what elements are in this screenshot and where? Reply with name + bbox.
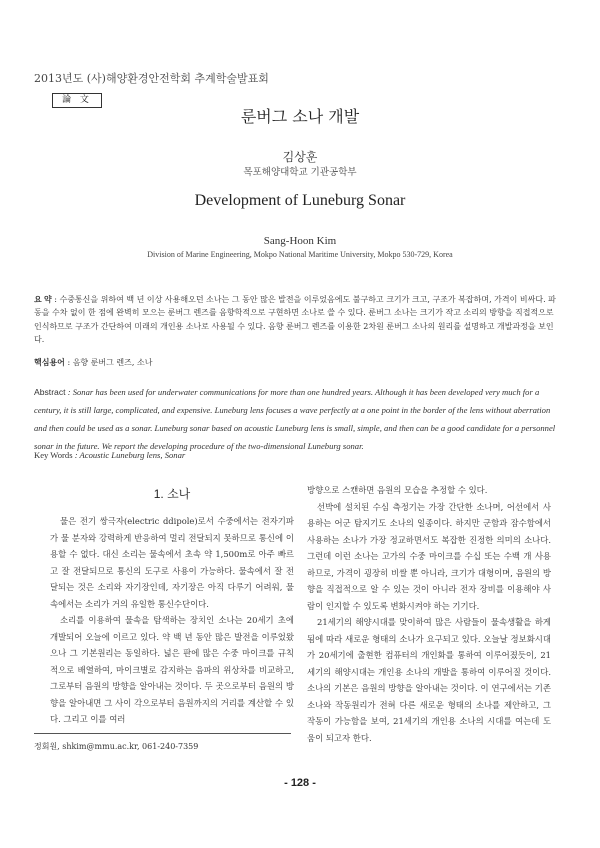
- section-title: 1. 소나: [153, 487, 191, 501]
- footnote: 정회원, shkim@mmu.ac.kr, 061-240-7359: [34, 742, 199, 751]
- body-paragraph: 21세기의 해양시대를 맞이하여 많은 사람들이 물속생활을 하게 됨에 따라 새로운 형태의 소나가 요구되고 있다. 오늘날 정보화시대가 20세기에 출현한 컴퓨터의 개인화를 통하여 이루어졌듯이, 21세기의 해양시대는 개인용 소나의 개발을 통하여 이루어질 것이다. 소나의 기본은 음원의 방향을 알아내는 것이다. 이 연구에서는 기존 소나와 작동원리가 전혀 다른 새로운 형태의 소나를 제안하고, 그 작동이 가능함을 보여, 21세기의 개인용 소나의 시대를 여는데 도움이 되고자 한다.: [307, 617, 551, 743]
- body-paragraph: 물은 전기 쌍극자(electric ddipole)로서 수중에서는 전자기파가 물 분자와 강력하게 반응하여 멀리 전달되지 못하므로 통신에 이용할 수 없다. 대신 소리는 물속에서 초속 약 1,500m로 아주 빠르고 잘 전달되므로 통신의 도구로 사용이 가능하다. 물속에서 잘 전달되는 것은 소리와 자기장인데, 자기장은 아직 다루기 어려워, 물속에서는 소리가 거의 유일한 통신수단이다.: [50, 516, 294, 609]
- abstract-english-text: : Sonar has been used for underwater communications for more than one hundred years. Although it has been developed very much for a century, it is still large, complicated, and expensive. Luneburg lens focuses a wave perfectly at a one point in the border of the lens without aberration and then could be used as a sonar. Luneburg sonar based on acoustic Luneburg lens is small, simple, and then can be a good candidate for a personnel sonar in the future. We report the developing procedure of the two-dimensional Luneburg sonar.: [34, 387, 556, 451]
- abstract-korean-text: : 수중통신을 위하여 백 년 이상 사용해오던 소나는 그 동안 많은 발전을 이루었음에도 불구하고 크기가 크고, 구조가 복잡하며, 가격이 비싸다. 파동을 수차 없이 한 점에 완벽히 모으는 룬버그 렌즈를 음향학적으로 구현하면 소나로 쓸 수 있다. 룬버그 소나는 크기가 작고 소리의 방향을 직접적으로 인식하므로 구조가 간단하여 미래의 개인용 소나로 사용될 수 있다. 음향 룬버그 렌즈를 이용한 2차원 룬버그 소나의 원리를 설명하고 개발과정을 보인다.: [34, 295, 556, 344]
- title-korean: 룬버그 소나 개발: [240, 107, 360, 126]
- author-english: Sang-Hoon Kim: [263, 235, 337, 247]
- footnote-divider: [34, 733, 291, 734]
- paper-type-badge: 論 文: [52, 93, 102, 108]
- page-number: - 128 -: [284, 777, 316, 789]
- affiliation-korean: 목포해양대학교 기관공학부: [243, 167, 357, 178]
- author-korean: 김상훈: [282, 150, 318, 164]
- abstract-korean: [34, 293, 561, 346]
- title-english: Development of Luneburg Sonar: [194, 192, 406, 209]
- body-paragraph: 소리를 이용하여 물속을 탐색하는 장치인 소나는 20세기 초에 개발되어 오늘에 이르고 있다. 약 백 년 동안 많은 발전을 이루었왔으나 그 기본원리는 동일하다. 넓은 판에 많은 수중 마이크를 규칙적으로 배열하여, 마이크별로 감지하는 음파의 위상차를 비교하고, 그로부터 음원의 방향을 알아내는 것이다. 두 곳으로부터 음원의 방향을 알아내면 그 사이 각으로부터 음원까지의 거리를 계산할 수 있다. 그리고 이를 여러: [50, 615, 294, 724]
- keywords-korean-text: : 음향 룬버그 렌즈, 소나: [67, 358, 153, 367]
- abstract-english-label: Abstract: [34, 387, 66, 397]
- abstract-korean-label: 요 약: [34, 295, 52, 304]
- keywords-korean-label: 핵심용어: [34, 358, 65, 367]
- abstract-english: [34, 383, 561, 455]
- keywords-english-text: : Acoustic Luneburg lens, Sonar: [74, 450, 186, 460]
- keywords-english: [34, 449, 561, 462]
- body-paragraph: 방향으로 스캔하면 음원의 모습을 추정할 수 있다.: [307, 485, 488, 495]
- right-column: [307, 482, 551, 746]
- left-column: [50, 513, 294, 728]
- keywords-english-label: Key Words: [34, 450, 73, 460]
- keywords-korean: [34, 356, 561, 369]
- conference-name: 2013년도 (사)해양환경안전학회 추계학술발표회: [34, 72, 269, 85]
- body-paragraph: 선박에 설치된 수심 측정기는 가장 간단한 소나며, 어선에서 사용하는 어군 탐지기도 소나의 일종이다. 하지만 군함과 잠수함에서 사용하는 소나가 가장 정교하면서도 복잡한 진정한 의미의 소나다. 그런데 이런 소나는 고가의 수중 마이크를 수십 또는 수백 개 사용하므로, 가격이 굉장히 비쌀 뿐 아니라, 크기가 대형이며, 음원의 방향을 직접적으로 알 수 있는 것이 아니라 전자 장비를 이용해야 사람이 인지할 수 있도록 변화시켜야 하는 기기다.: [307, 501, 551, 611]
- affiliation-english: Division of Marine Engineering, Mokpo National Maritime University, Mokpo 530-729, Korea: [147, 250, 453, 259]
